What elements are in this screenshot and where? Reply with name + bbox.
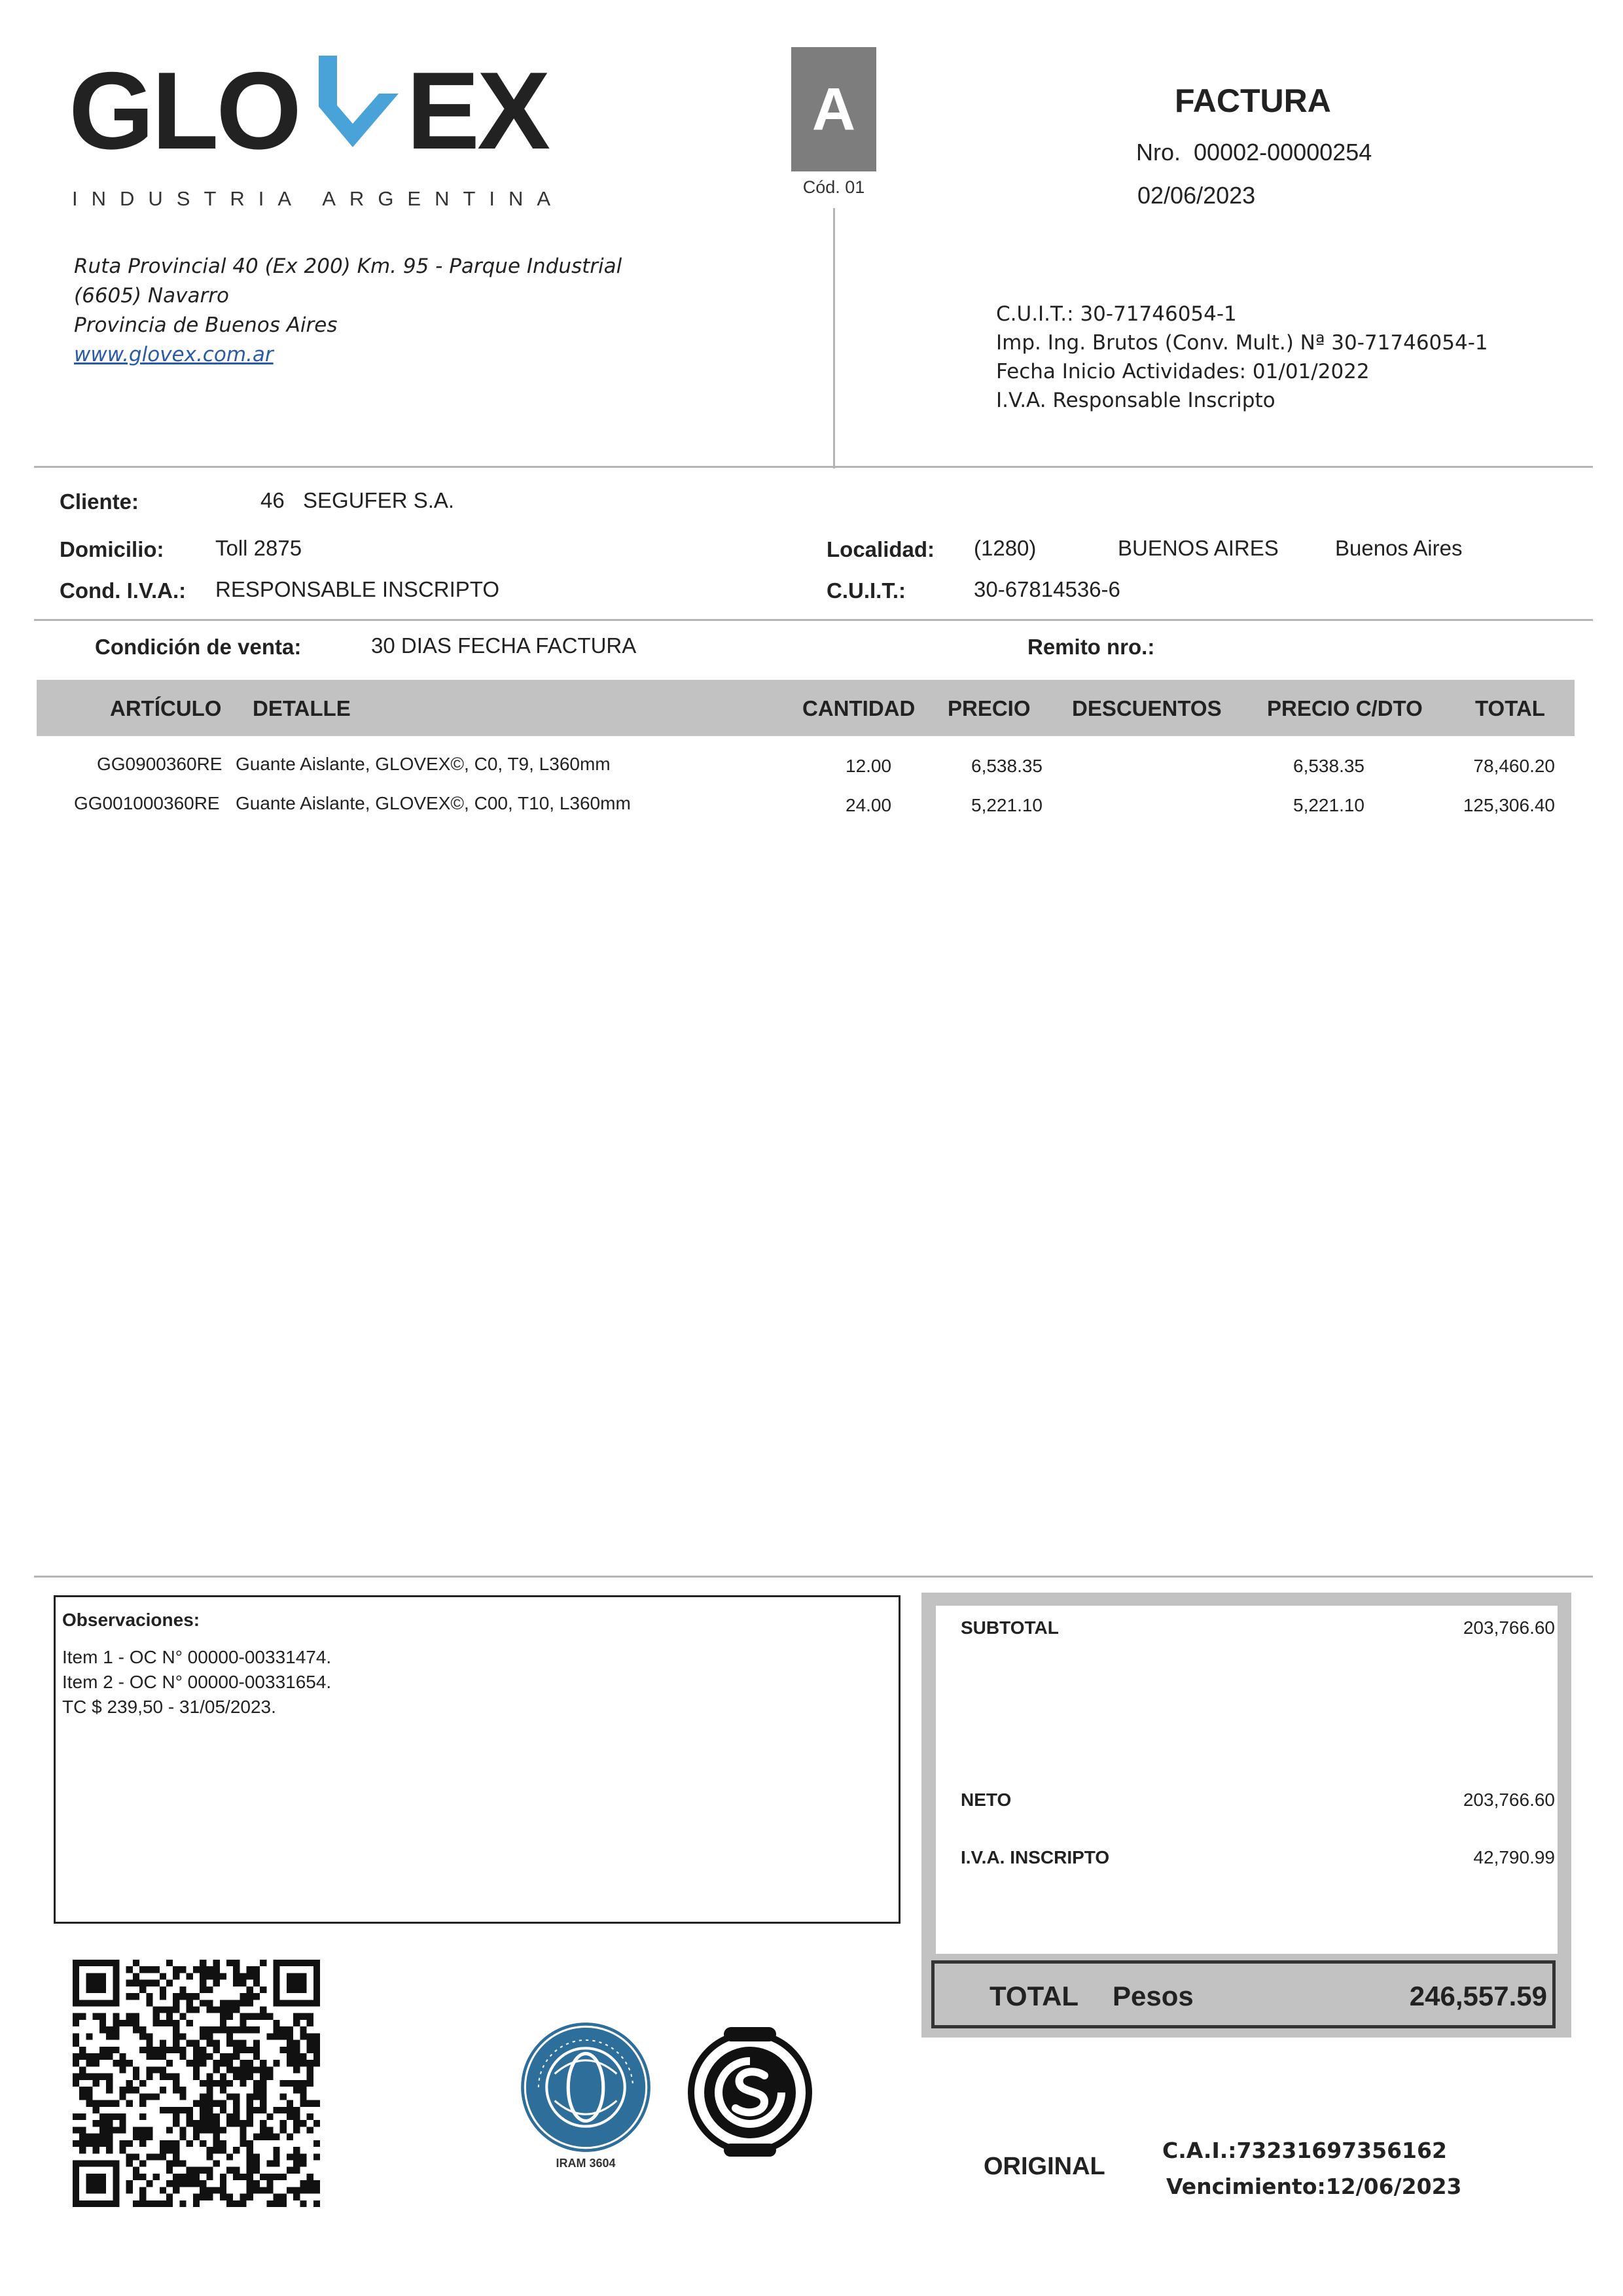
invoice-number-value: 00002-00000254 xyxy=(1194,139,1372,166)
cai-number: C.A.I.:73231697356162 xyxy=(1162,2138,1447,2163)
observations-box xyxy=(54,1595,901,1924)
address-line: Provincia de Buenos Aires xyxy=(74,313,338,337)
invoice-letter-box: A xyxy=(791,47,876,171)
iva-label: I.V.A. INSCRIPTO xyxy=(961,1847,1110,1867)
row-articulo: GG0900360RE xyxy=(97,754,223,774)
row-precio: 5,221.10 xyxy=(971,795,1043,815)
neto-value: 203,766.60 xyxy=(1463,1790,1555,1810)
invoice-date: 02/06/2023 xyxy=(1137,182,1256,209)
client-name: SEGUFER S.A. xyxy=(303,488,455,512)
logo-text-left: GLO xyxy=(69,49,299,172)
copy-type: ORIGINAL xyxy=(984,2153,1105,2180)
total-value: 246,557.59 xyxy=(1409,1981,1547,2011)
iram-caption: IRAM 3604 xyxy=(556,2157,616,2170)
localidad-cp: (1280) xyxy=(974,536,1037,560)
client-cuit-value: 30-67814536-6 xyxy=(974,577,1120,601)
header-divider-vertical xyxy=(833,208,835,468)
iva-value: 42,790.99 xyxy=(1473,1847,1555,1867)
totals-panel-inner xyxy=(936,1606,1558,1954)
observation-line: Item 2 - OC N° 00000-00331654. xyxy=(62,1672,332,1692)
company-address xyxy=(74,252,622,370)
observation-line: Item 1 - OC N° 00000-00331474. xyxy=(62,1647,332,1667)
issuer-start-date: Fecha Inicio Actividades: 01/01/2022 xyxy=(996,360,1370,383)
subtotal-value: 203,766.60 xyxy=(1463,1617,1555,1638)
domicilio-value: Toll 2875 xyxy=(215,536,302,560)
client-label: Cliente: xyxy=(60,489,139,514)
domicilio-label: Domicilio: xyxy=(60,537,164,561)
row-cantidad: 12.00 xyxy=(846,756,892,776)
col-descuentos: DESCUENTOS xyxy=(1072,696,1222,720)
col-total: TOTAL xyxy=(1475,696,1545,720)
localidad-province: Buenos Aires xyxy=(1335,536,1463,560)
logo-text-right: EX xyxy=(406,49,548,172)
localidad-city: BUENOS AIRES xyxy=(1118,536,1279,560)
address-line: (6605) Navarro xyxy=(74,284,229,308)
row-cantidad: 24.00 xyxy=(846,795,892,815)
company-logo xyxy=(69,49,548,172)
col-detalle: DETALLE xyxy=(253,696,351,720)
client-divider xyxy=(34,619,1593,621)
issuer-cuit: C.U.I.T.: 30-71746054-1 xyxy=(996,302,1237,326)
header-divider xyxy=(34,466,1593,468)
observations-title: Observaciones: xyxy=(62,1610,200,1630)
invoice-code: Cód. 01 xyxy=(802,177,865,197)
row-detalle: Guante Aislante, GLOVEX©, C0, T9, L360mm xyxy=(236,754,611,774)
issuer-iibb: Imp. Ing. Brutos (Conv. Mult.) Nª 30-71746054-1 xyxy=(996,331,1488,355)
invoice-title: FACTURA xyxy=(1175,82,1331,119)
total-label: TOTAL xyxy=(990,1981,1079,2011)
condicion-venta-label: Condición de venta: xyxy=(95,635,302,659)
issuer-tax-info xyxy=(996,300,1488,415)
cond-iva-value: RESPONSABLE INSCRIPTO xyxy=(215,577,500,601)
table-bottom-divider xyxy=(34,1576,1593,1578)
company-website-link[interactable]: www.glovex.com.ar xyxy=(74,343,274,366)
company-tagline: INDUSTRIA ARGENTINA xyxy=(72,187,565,210)
col-articulo: ARTÍCULO xyxy=(110,696,222,720)
logo-v-mark-icon xyxy=(300,56,405,154)
row-precio: 6,538.35 xyxy=(971,756,1043,776)
localidad-label: Localidad: xyxy=(827,537,935,561)
total-currency: Pesos xyxy=(1113,1981,1194,2011)
cond-iva-label: Cond. I.V.A.: xyxy=(60,578,187,603)
issuer-iva: I.V.A. Responsable Inscripto xyxy=(996,389,1275,412)
col-cantidad: CANTIDAD xyxy=(802,696,916,720)
address-line: Ruta Provincial 40 (Ex 200) Km. 95 - Parque Industrial xyxy=(74,255,622,278)
row-total: 125,306.40 xyxy=(1463,795,1555,815)
row-precio-dto: 6,538.35 xyxy=(1293,756,1364,776)
neto-label: NETO xyxy=(961,1790,1012,1810)
observation-line: TC $ 239,50 - 31/05/2023. xyxy=(62,1697,276,1717)
iram-seal-icon xyxy=(518,2020,653,2155)
invoice-number-label: Nro. xyxy=(1136,139,1181,166)
client-code: 46 xyxy=(260,488,285,512)
col-precio: PRECIO xyxy=(948,696,1031,720)
cai-expiration: Vencimiento:12/06/2023 xyxy=(1166,2174,1462,2199)
row-precio-dto: 5,221.10 xyxy=(1293,795,1364,815)
row-articulo: GG001000360RE xyxy=(74,793,220,813)
row-detalle: Guante Aislante, GLOVEX©, C00, T10, L360mm xyxy=(236,793,631,813)
remito-label: Remito nro.: xyxy=(1027,635,1155,659)
invoice-number xyxy=(1136,139,1372,166)
col-precio-dto: PRECIO C/DTO xyxy=(1267,696,1423,720)
s-mark-seal-icon xyxy=(687,2022,813,2158)
condicion-venta-value: 30 DIAS FECHA FACTURA xyxy=(371,633,637,658)
subtotal-label: SUBTOTAL xyxy=(961,1617,1059,1638)
qr-code-icon xyxy=(72,1960,321,2207)
client-cuit-label: C.U.I.T.: xyxy=(827,578,906,603)
row-total: 78,460.20 xyxy=(1473,756,1555,776)
